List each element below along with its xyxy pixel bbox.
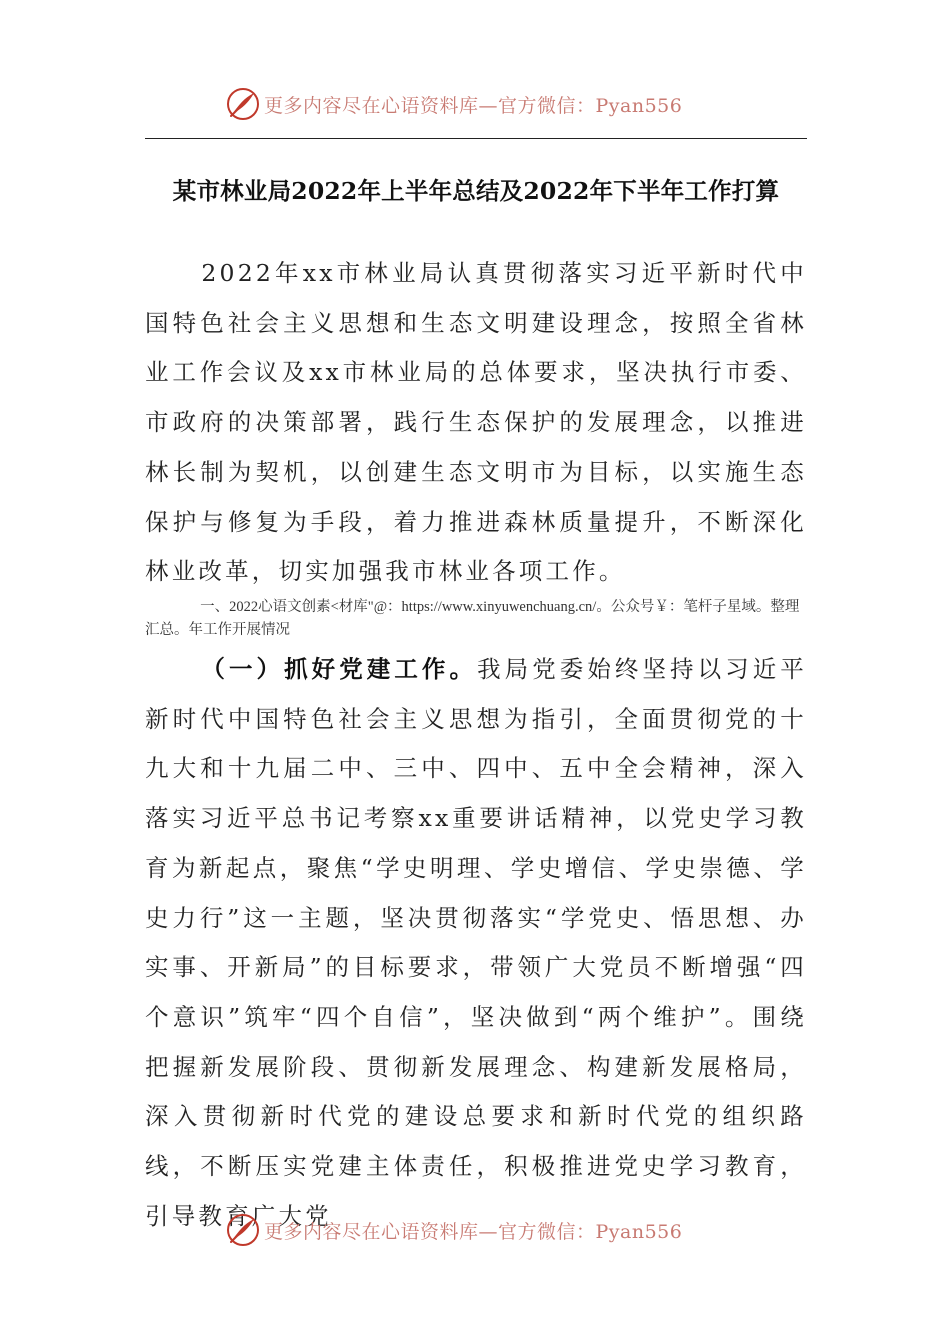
header-watermark	[226, 84, 682, 124]
document-title: 某市林业局2022年上半年总结及2022年下半年工作打算	[172, 177, 780, 205]
header-divider	[145, 138, 807, 139]
section-heading-note: 一、2022心语文创素<材库"@：https://www.xinyuwenchuang.cn/。公众号￥：笔杆子星域。整理汇总。年工作开展情况	[145, 599, 800, 638]
quill-pen-circle-icon	[226, 1213, 260, 1247]
paragraph-party-building	[145, 645, 807, 1241]
quill-pen-circle-icon	[226, 87, 260, 121]
watermark-text: 更多内容尽在心语资料库—官方微信：Pyan556	[264, 1220, 683, 1243]
intro-paragraph: 2022年xx市林业局认真贯彻落实习近平新时代中国特色社会主义思想和生态文明建设理念，按照全省林业工作会议及xx市林业局的总体要求，坚决执行市委、市政府的决策部署，践行生态保护的发展理念，以推进林长制为契机，以创建生态文明市为目标，以实施生态保护与修复为手段，着力推进森林质量提升，不断深化林业改革，切实加强我市林业各项工作。	[145, 259, 807, 586]
paragraph-body: 我局党委始终坚持以习近平新时代中国特色社会主义思想为指引，全面贯彻党的十九大和十九届二中、三中、四中、五中全会精神，深入落实习近平总书记考察xx重要讲话精神，以党史学习教育为新起点，聚焦“学史明理、学史增信、学史崇德、学史力行”这一主题，坚决贯彻落实“学党史、悟思想、办实事、开新局”的目标要求，带领广大党员不断增强“四个意识”筑牢“四个自信”，坚决做到“两个维护”。围绕把握新发展阶段、贯彻新发展理念、构建新发展格局，深入贯彻新时代党的建设总要求和新时代党的组织路线，不断压实党建主体责任，积极推进党史学习教育，引导教育广大党	[145, 655, 807, 1230]
paragraph-lead: （一）抓好党建工作。	[201, 655, 478, 683]
footer-watermark	[226, 1210, 682, 1250]
watermark-text: 更多内容尽在心语资料库—官方微信：Pyan556	[264, 94, 683, 117]
